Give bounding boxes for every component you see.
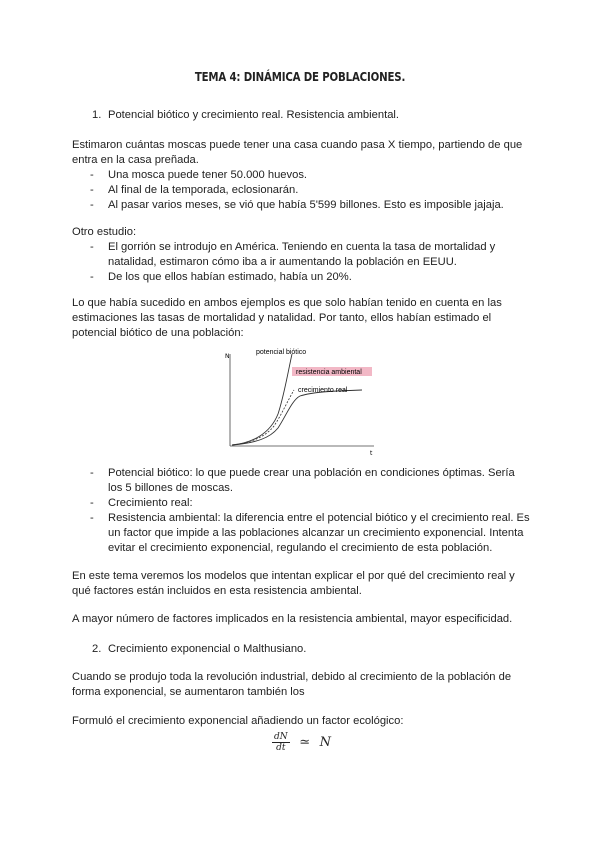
section-title: Crecimiento exponencial o Malthusiano. (108, 643, 307, 655)
growth-curves-figure (222, 342, 382, 460)
section-title: Potencial biótico y crecimiento real. Resistencia ambiental. (108, 109, 400, 121)
denominator: dt (276, 743, 286, 753)
dash-bullet: - (90, 467, 94, 479)
dash-bullet: - (90, 512, 94, 524)
list-item: - El gorrión se introdujo en América. Teniendo en cuenta la tasa de mortalidad y natalidad, estimaron cómo iba a ir aumentando la población en EEUU. (90, 241, 496, 268)
fraction (272, 732, 290, 753)
list-moscas (90, 168, 530, 213)
label-crecimiento-real: crecimiento real (298, 387, 348, 394)
x-axis-label: t (370, 450, 373, 457)
dash-bullet: - (90, 184, 94, 196)
list-item: - Crecimiento real: (90, 497, 193, 509)
dash-bullet: - (90, 497, 94, 509)
list-item: - Resistencia ambiental: la diferencia entre el potencial biótico y el crecimiento real. Es un factor que impide a las poblaciones alcanzar un crecimiento exponencial. Intenta evitar el crecimiento exponencial, regulando el crecimiento de esta población. (90, 512, 530, 554)
paragraph-moscas: Estimaron cuántas moscas puede tener una casa cuando pasa X tiempo, partiendo de que entra en la casa preñada. (72, 139, 523, 166)
paragraph-conclusion: Lo que había sucedido en ambos ejemplos es que solo habían tenido en cuenta en las estimaciones las tasas de mortalidad y natalidad. Por tanto, ellos habían estimado el potencial biótico de una población: (72, 297, 502, 339)
page-title: TEMA 4: DINÁMICA DE POBLACIONES. (194, 70, 406, 84)
label-potencial-biotico: potencial biótico (256, 349, 307, 356)
list-item: - Al pasar varios meses, se vió que había 5'599 billones. Esto es imposible jajaja. (90, 199, 504, 211)
paragraph-mayor-numero: A mayor número de factores implicados en la resistencia ambiental, mayor especificidad. (72, 613, 513, 625)
dash-bullet: - (90, 169, 94, 181)
dash-bullet: - (90, 241, 94, 253)
paragraph-este-tema: En este tema veremos los modelos que intentan explicar el por qué del crecimiento real y qué factores están incluidos en esta resistencia ambiental. (72, 570, 515, 597)
list-gorrion (90, 240, 530, 285)
dash-bullet: - (90, 271, 94, 283)
section-number: 2. (92, 643, 102, 655)
numerator: dN (274, 732, 288, 742)
paragraph-otro-estudio: Otro estudio: (72, 226, 137, 238)
curve-potencial-biotico (232, 354, 292, 445)
list-item: - Una mosca puede tener 50.000 huevos. (90, 169, 308, 181)
dash-bullet: - (90, 199, 94, 211)
exponential-formula (272, 732, 331, 753)
list-item: - De los que ellos habían estimado, había un 20%. (90, 271, 352, 283)
variable-n: N (319, 735, 332, 750)
paragraph-formulo: Formuló el crecimiento exponencial añadiendo un factor ecológico: (72, 715, 404, 727)
list-item: - Potencial biótico: lo que puede crear una población en condiciones óptimas. Sería los 5 billones de moscas. (90, 467, 515, 494)
section-number: 1. (92, 109, 102, 121)
list-item: - Al final de la temporada, eclosionarán. (90, 184, 299, 196)
paragraph-revolucion: Cuando se produjo toda la revolución industrial, debido al crecimiento de la población de forma exponencial, se aumentaron también los (72, 671, 512, 698)
y-axis-label: N (225, 353, 230, 360)
approx-relation: ≃ (299, 735, 311, 750)
list-definiciones (90, 466, 530, 556)
label-resistencia-ambiental: resistencia ambiental (296, 369, 362, 376)
curve-crecimiento-real (232, 390, 362, 445)
